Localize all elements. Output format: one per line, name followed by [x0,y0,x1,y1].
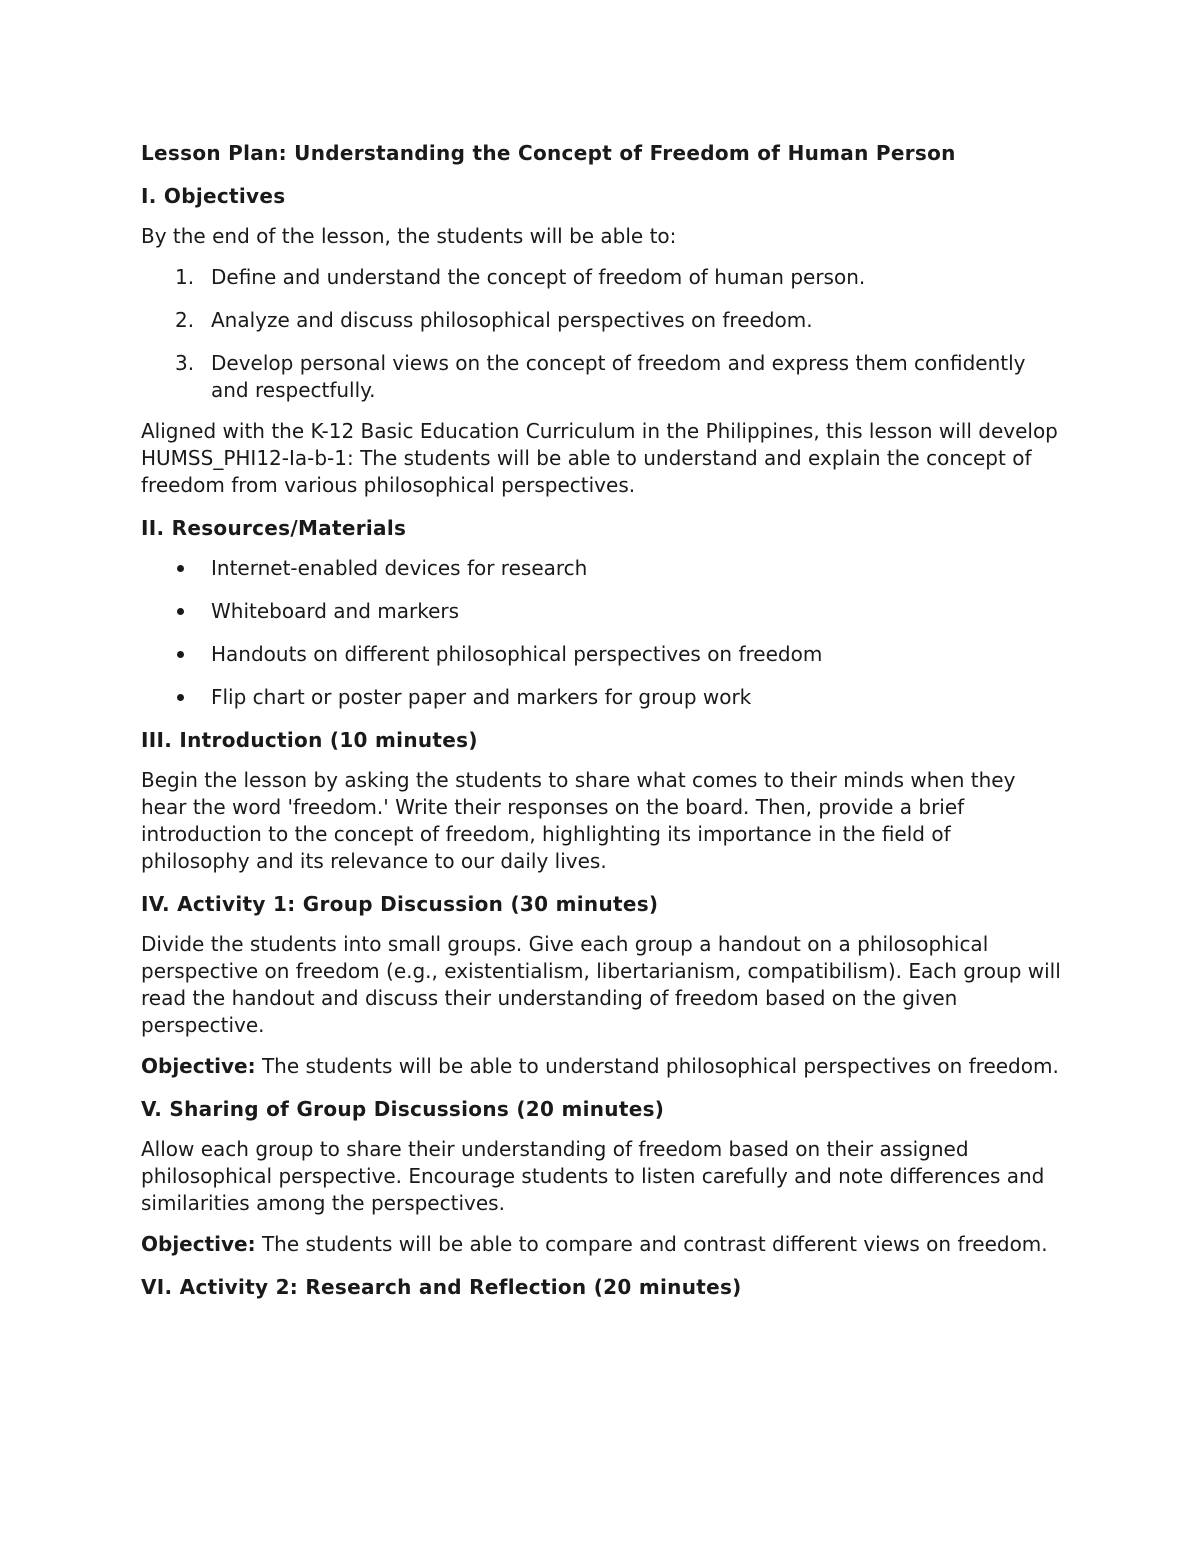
sharing-heading: V. Sharing of Group Discussions (20 minutes) [141,1097,665,1121]
list-item-text: Define and understand the concept of freedom of human person. [211,265,866,289]
list-item-text: Whiteboard and markers [211,599,460,623]
list-item-text: Flip chart or poster paper and markers for group work [211,685,752,709]
introduction-heading: III. Introduction (10 minutes) [141,728,478,752]
introduction-text: Begin the lesson by asking the students to share what comes to their minds when they hear the word 'freedom.' Write their responses on the board. Then, provide a brief introduction to the concept of freedom, highlighting its importance in the field of philosophy and its relevance to our daily lives. [141,768,1016,873]
list-number: 1. [175,265,195,289]
activity1-heading: IV. Activity 1: Group Discussion (30 minutes) [141,892,659,916]
resources-list [141,555,1061,711]
list-item-text: Develop personal views on the concept of freedom and express them confidently and respectfully. [211,351,1026,402]
list-item [141,598,1061,625]
activity1-objective [141,1053,1061,1080]
list-item [141,641,1061,668]
curriculum-alignment: Aligned with the K-12 Basic Education Curriculum in the Philippines, this lesson will develop HUMSS_PHI12-Ia-b-1: The students will be able to understand and explain the concept of freedom from various philosophical perspectives. [141,419,1058,497]
resources-heading: II. Resources/Materials [141,516,407,540]
list-item-text: Analyze and discuss philosophical perspectives on freedom. [211,308,813,332]
list-item [141,307,1061,334]
bullet-icon [177,651,184,658]
activity1-text: Divide the students into small groups. Give each group a handout on a philosophical perspective on freedom (e.g., existentialism, libertarianism, compatibilism). Each group will read the handout and discuss their understanding of freedom based on the given perspective. [141,932,1061,1037]
objective-text: The students will be able to understand philosophical perspectives on freedom. [255,1054,1059,1078]
bullet-icon [177,608,184,615]
document-page [141,138,1061,1314]
list-item [141,684,1061,711]
objective-text: The students will be able to compare and contrast different views on freedom. [255,1232,1048,1256]
objectives-intro: By the end of the lesson, the students will be able to: [141,224,677,248]
list-item [141,350,1061,404]
bullet-icon [177,565,184,572]
list-item-text: Handouts on different philosophical perspectives on freedom [211,642,823,666]
sharing-objective [141,1231,1061,1258]
list-item [141,264,1061,291]
activity2-heading: VI. Activity 2: Research and Reflection (20 minutes) [141,1275,742,1299]
objectives-heading: I. Objectives [141,184,286,208]
sharing-text: Allow each group to share their understanding of freedom based on their assigned philosophical perspective. Encourage students to listen carefully and note differences and similarities among the perspectives. [141,1137,1045,1215]
list-number: 3. [175,351,195,375]
objectives-list [141,264,1061,404]
objective-label: Objective: [141,1054,256,1078]
objective-label: Objective: [141,1232,256,1256]
document-title: Lesson Plan: Understanding the Concept of Freedom of Human Person [141,141,956,165]
list-item-text: Internet-enabled devices for research [211,556,588,580]
list-item [141,555,1061,582]
list-number: 2. [175,308,195,332]
bullet-icon [177,694,184,701]
